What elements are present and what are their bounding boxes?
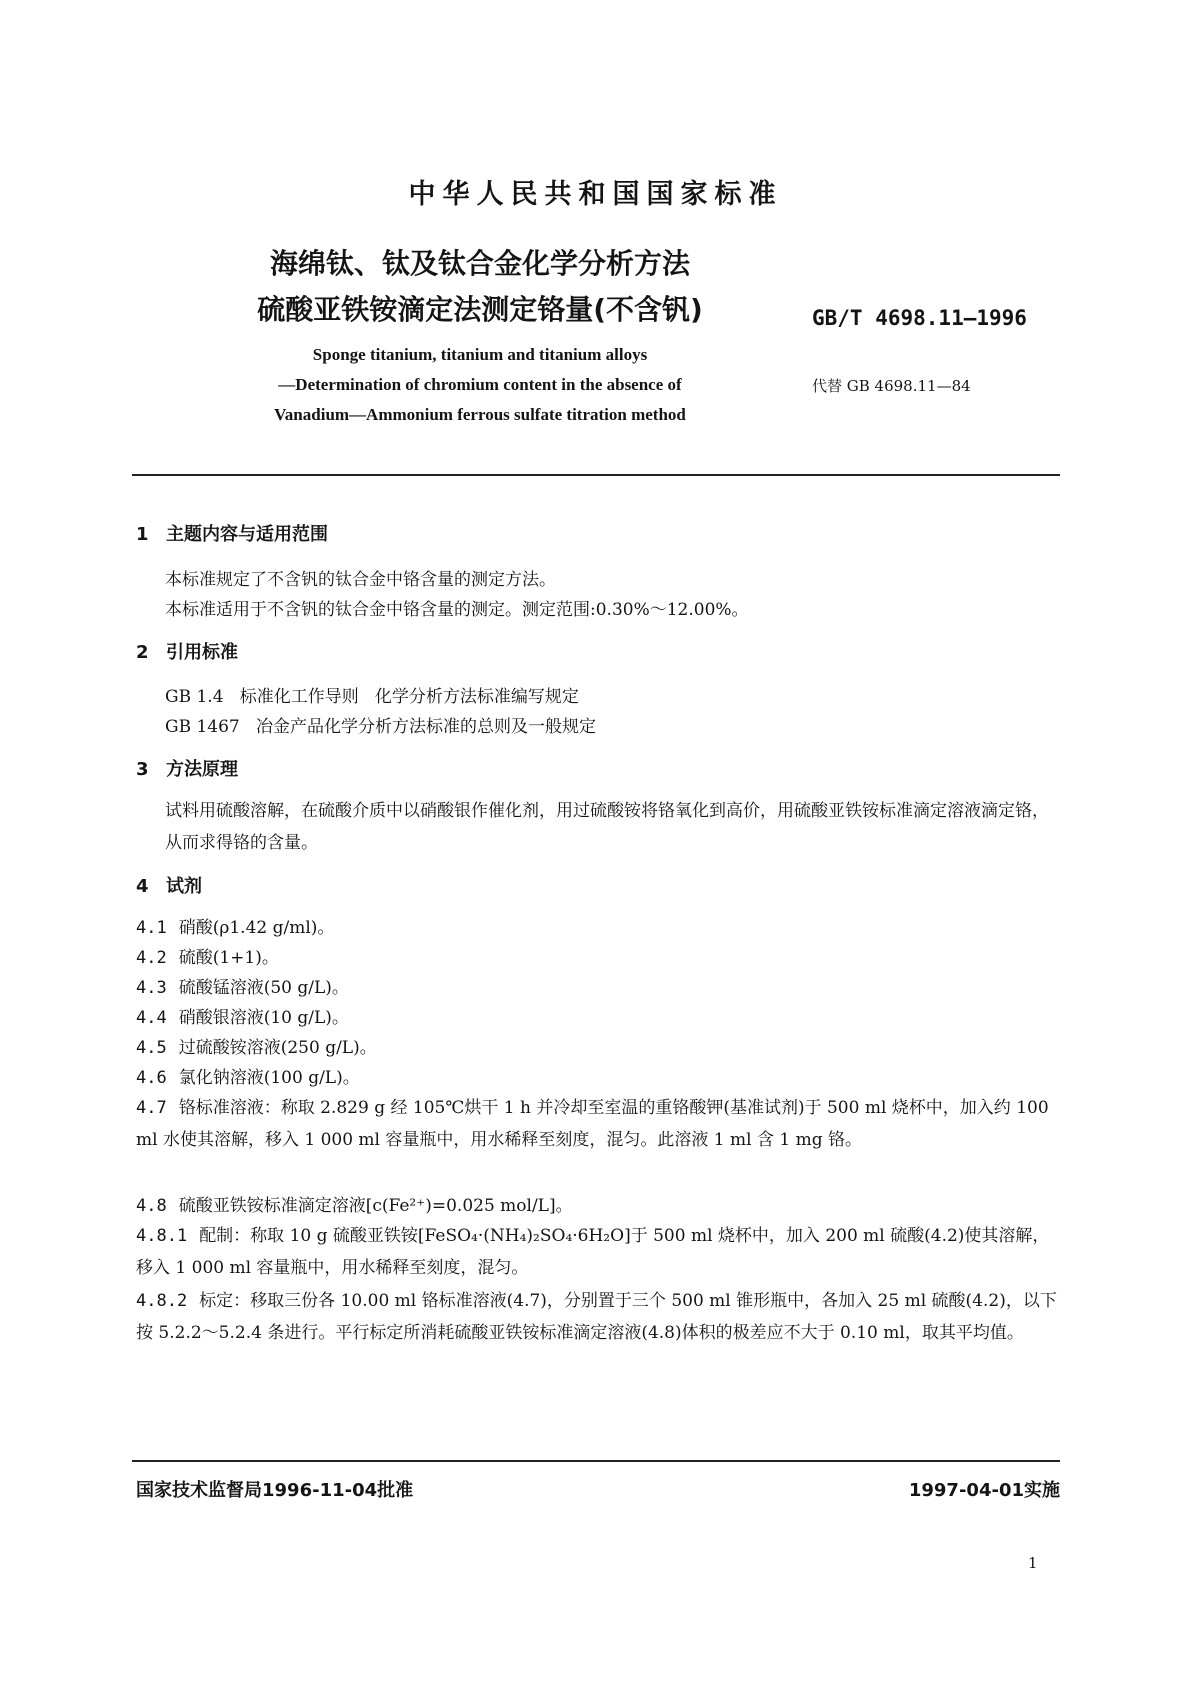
reagent-item xyxy=(136,942,1060,974)
item-number: 4.8 xyxy=(136,1196,167,1216)
item-number: 4.7 xyxy=(136,1098,167,1118)
page-number: 1 xyxy=(1028,1554,1038,1572)
reagent-item xyxy=(136,1032,1060,1064)
section-number: 3 xyxy=(136,759,149,780)
section-3-heading xyxy=(136,755,238,781)
item-text: 配制：称取 10 g 硫酸亚铁铵[FeSO₄·(NH₄)₂SO₄·6H₂O]于 500 ml 烧杯中，加入 200 ml 硫酸(4.2)使其溶解，移入 1 000 ml 容量瓶中，用水稀释至刻度，混匀。 xyxy=(136,1226,1050,1278)
header-divider xyxy=(132,474,1060,476)
item-text: 铬标准溶液：称取 2.829 g 经 105℃烘干 1 h 并冷却至室温的重铬酸钾(基准试剂)于 500 ml 烧杯中，加入约 100 ml 水使其溶解，移入 1 000 ml 容量瓶中，用水稀释至刻度，混匀。此溶液 1 ml 含 1 mg 铬。 xyxy=(136,1098,1049,1150)
implementation-date: 1997-04-01实施 xyxy=(908,1480,1060,1501)
item-text: 硝酸(ρ1.42 g/ml)。 xyxy=(178,918,335,938)
item-number: 4.4 xyxy=(136,1008,167,1028)
item-text: 标定：移取三份各 10.00 ml 铬标准溶液(4.7)，分别置于三个 500 ml 锥形瓶中，各加入 25 ml 硫酸(4.2)，以下按 5.2.2～5.2.4 条进行。平行标定所消耗硫酸亚铁铵标准滴定溶液(4.8)体积的极差应不大于 0.10 ml，取其平均值。 xyxy=(136,1291,1057,1343)
reference-gb-1467: GB 1467 冶金产品化学分析方法标准的总则及一般规定 xyxy=(165,717,596,737)
reagent-item xyxy=(136,1220,1060,1284)
english-title-line-1: Sponge titanium, titanium and titanium alloys xyxy=(312,345,648,364)
national-standard-heading: 中华人民共和国国家标准 xyxy=(408,179,783,210)
item-text: 硫酸(1+1)。 xyxy=(178,948,279,968)
item-text: 过硫酸铵溶液(250 g/L)。 xyxy=(178,1038,377,1058)
section-3-text: 试料用硫酸溶解，在硫酸介质中以硝酸银作催化剂，用过硫酸铵将铬氧化到高价，用硫酸亚铁铵标准滴定溶液滴定铬，从而求得铬的含量。 xyxy=(165,801,1049,853)
item-text: 硫酸锰溶液(50 g/L)。 xyxy=(178,978,349,998)
standard-code: GB/T 4698.11—1996 xyxy=(812,306,1027,330)
item-number: 4.2 xyxy=(136,948,167,968)
section-title: 主题内容与适用范围 xyxy=(166,524,328,545)
item-number: 4.8.2 xyxy=(136,1291,188,1311)
reference-gb-1-4: GB 1.4 标准化工作导则 化学分析方法标准编写规定 xyxy=(165,687,579,707)
approval-date: 国家技术监督局1996-11-04批准 xyxy=(136,1480,414,1501)
item-number: 4.3 xyxy=(136,978,167,998)
section-1-paragraph-2: 本标准适用于不含钒的钛合金中铬含量的测定。测定范围:0.30%～12.00%。 xyxy=(165,600,749,620)
item-number: 4.8.1 xyxy=(136,1226,188,1246)
item-number: 4.5 xyxy=(136,1038,167,1058)
reagent-item xyxy=(136,912,1060,944)
section-number: 4 xyxy=(136,876,149,897)
item-text: 硝酸银溶液(10 g/L)。 xyxy=(178,1008,349,1028)
section-1-heading xyxy=(136,520,328,546)
section-4-heading xyxy=(136,872,202,898)
reagent-item xyxy=(136,1002,1060,1034)
reagent-item xyxy=(136,972,1060,1004)
section-number: 2 xyxy=(136,642,149,663)
reagent-item xyxy=(136,1285,1060,1349)
document-title-line-2: 硫酸亚铁铵滴定法测定铬量(不含钒) xyxy=(257,293,703,326)
footer-divider xyxy=(132,1460,1060,1462)
english-title-line-3: Vanadium—Ammonium ferrous sulfate titration method xyxy=(274,405,686,424)
section-title: 方法原理 xyxy=(166,759,238,780)
reagent-item xyxy=(136,1092,1060,1156)
section-2-heading xyxy=(136,638,238,664)
english-title-line-2: —Determination of chromium content in the absence of xyxy=(278,375,682,394)
section-1-paragraph-1: 本标准规定了不含钒的钛合金中铬含量的测定方法。 xyxy=(165,570,556,590)
reagent-item xyxy=(136,1190,1060,1222)
section-title: 引用标准 xyxy=(166,642,238,663)
item-number: 4.1 xyxy=(136,918,167,938)
section-title: 试剂 xyxy=(166,876,202,897)
section-number: 1 xyxy=(136,524,149,545)
item-number: 4.6 xyxy=(136,1068,167,1088)
document-title-line-1: 海绵钛、钛及钛合金化学分析方法 xyxy=(269,247,690,280)
item-text: 硫酸亚铁铵标准滴定溶液[c(Fe²⁺)=0.025 mol/L]。 xyxy=(178,1196,573,1216)
item-text: 氯化钠溶液(100 g/L)。 xyxy=(178,1068,360,1088)
reagent-item xyxy=(136,1062,1060,1094)
replaces-standard: 代替 GB 4698.11—84 xyxy=(812,377,971,395)
